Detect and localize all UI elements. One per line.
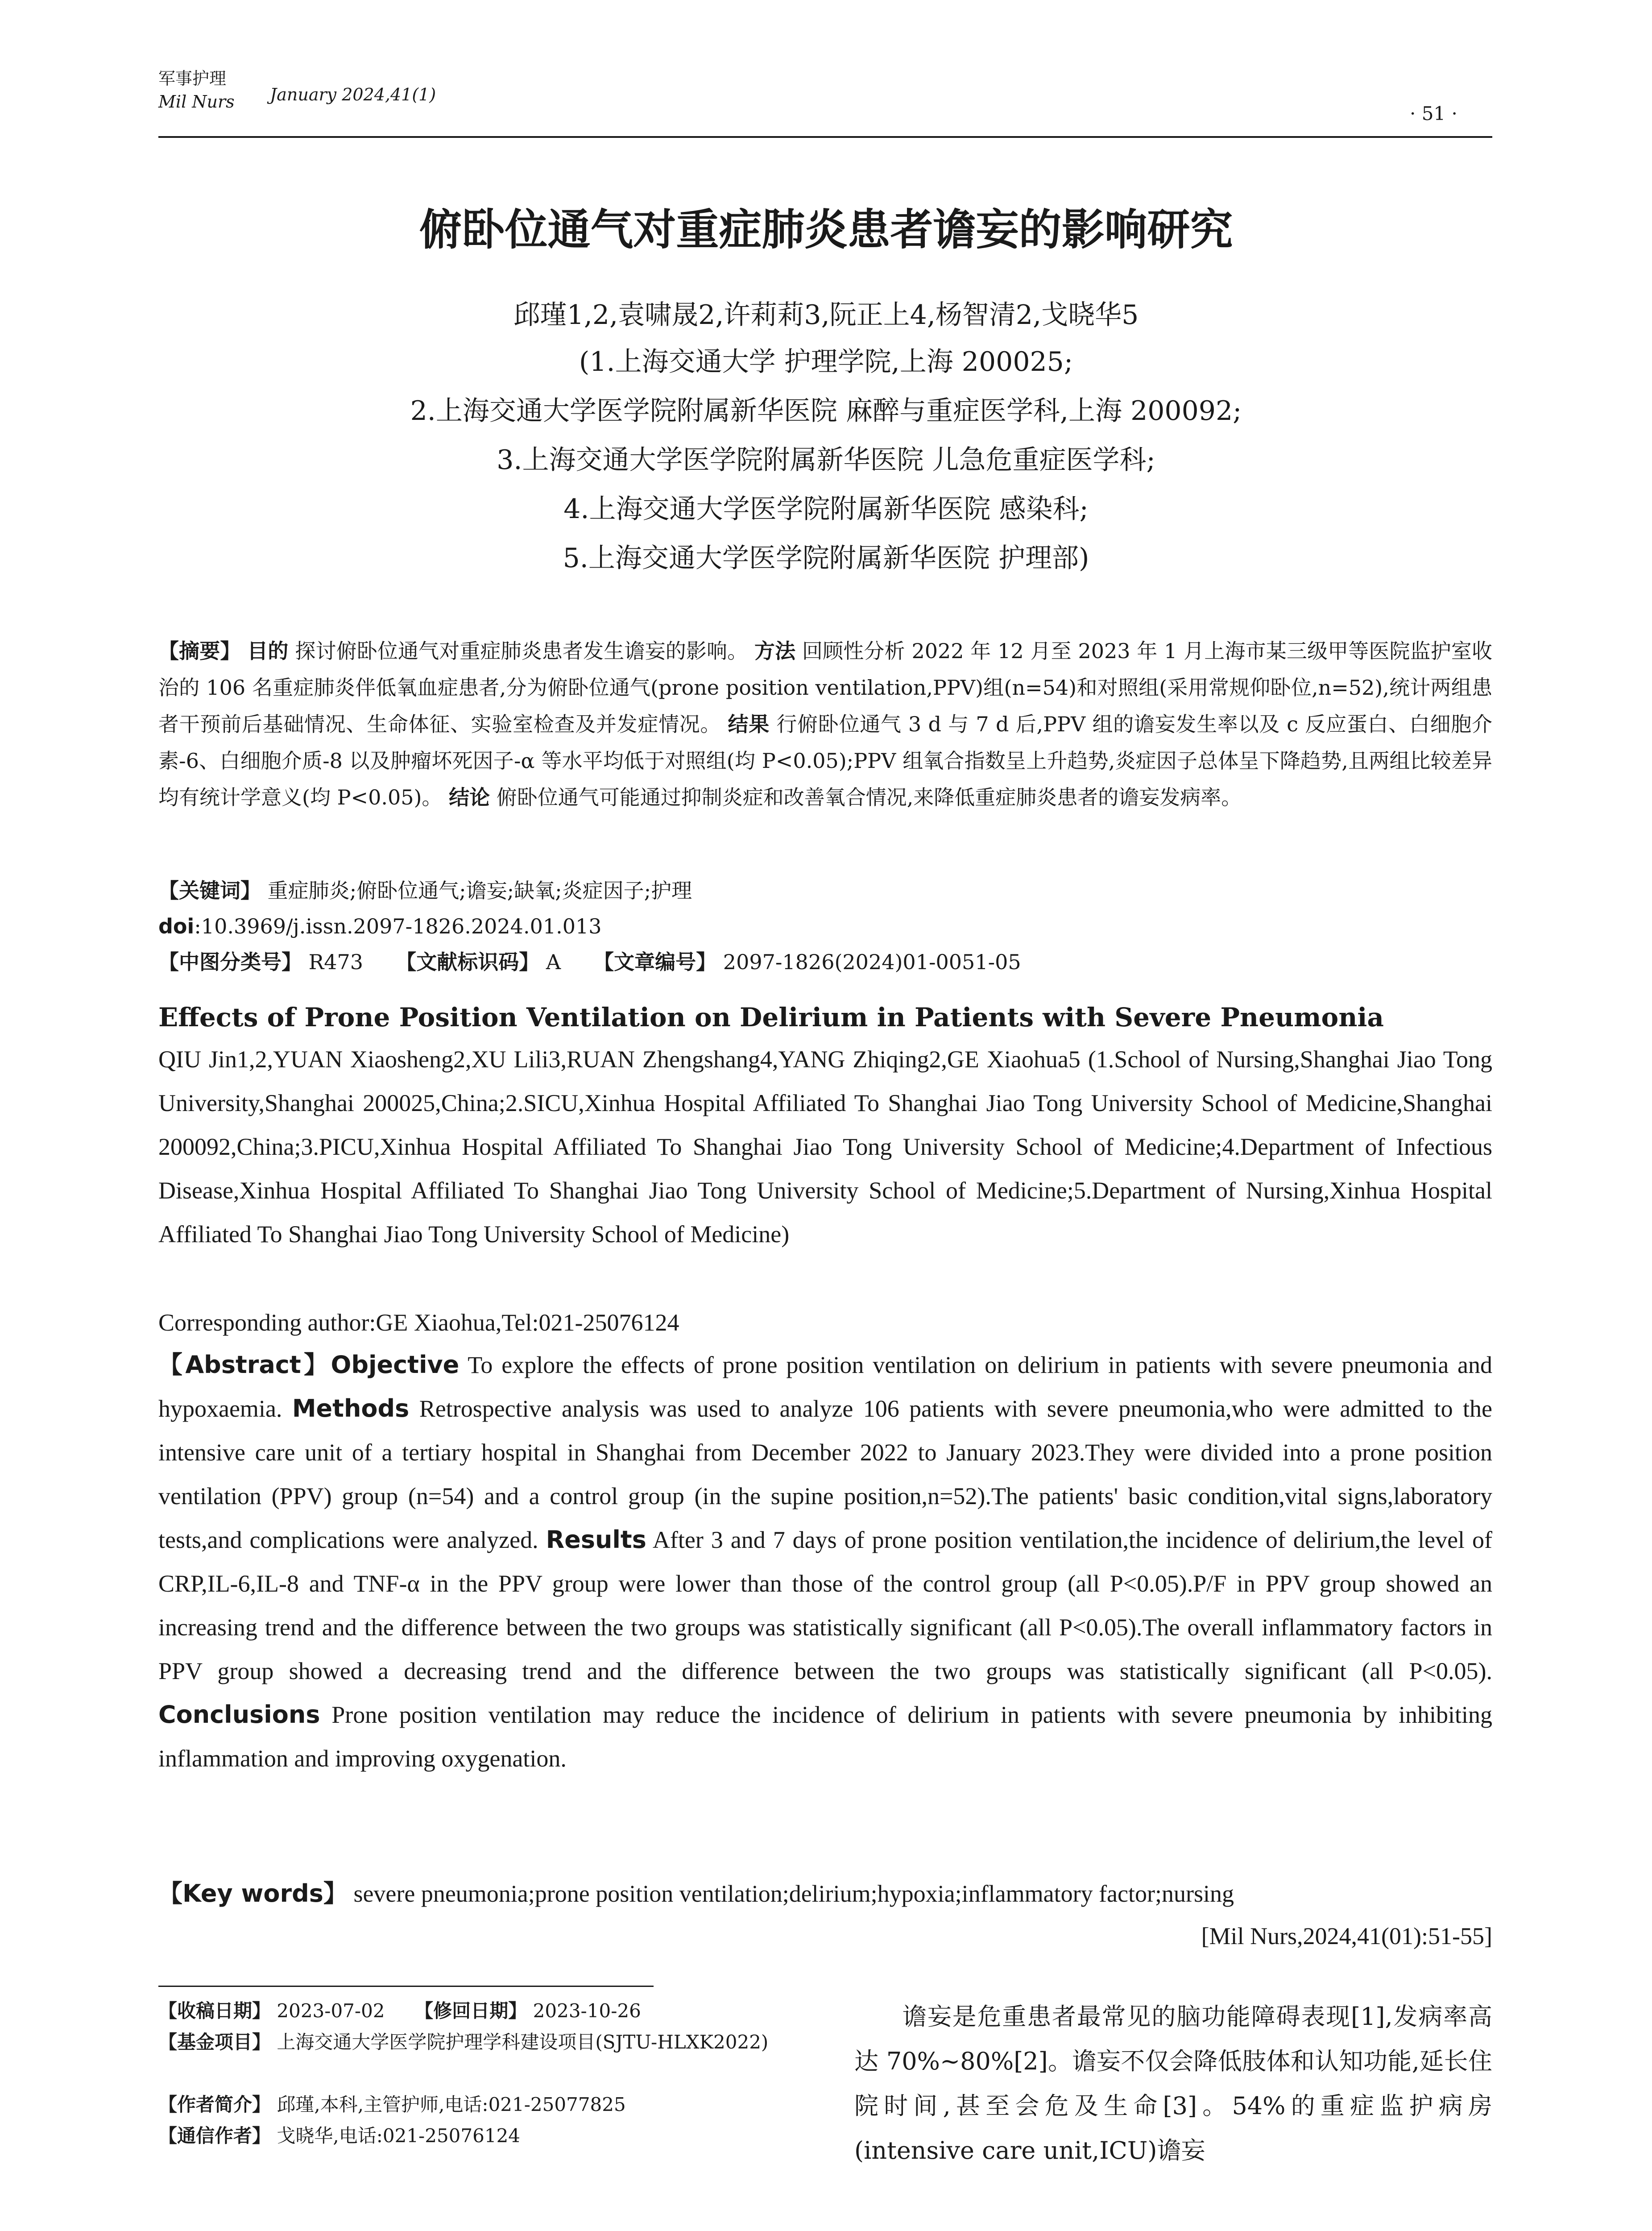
affiliation-line: 3.上海交通大学医学院附属新华医院 儿急危重症医学科; [497,444,1155,476]
doi-line [158,908,1492,945]
clc-label: 【中图分类号】 [158,950,302,974]
footnote-dates [158,1997,810,2025]
fund-text: 上海交通大学医学院护理学科建设项目(SJTU-HLXK2022) [277,2031,769,2053]
keywords-cn [158,872,1492,909]
author-info-text: 邱瑾,本科,主管护师,电话:021-25077825 [277,2094,626,2115]
methods-text: 回顾性分析 2022 年 12 月至 2023 年 1 月上海市某三级甲等医院监护室收治的 106 名重症肺炎伴低氧血症患者,分为俯卧位通气(prone position ventilation,PPV)组(n=54)和对照组(采用常规仰卧位,n=52),统计两组患者干预前后基础情况、生命体征、实验室检查及并发症情况。 [158,639,1493,736]
article-no-value: 2097-1826(2024)01-0051-05 [723,950,1021,974]
footnote-author [158,2090,810,2119]
received-label: 【收稿日期】 [158,2000,271,2022]
keywords-cn-text: 重症肺炎;俯卧位通气;谵妄;缺氧;炎症因子;护理 [267,879,692,903]
objective-text: 探讨俯卧位通气对重症肺炎患者发生谵妄的影响。 [295,639,748,663]
results-text: 行俯卧位通气 3 d 与 7 d 后,PPV 组的谵妄发生率以及 c 反应蛋白、白细胞介素-6、白细胞介质-8 以及肿瘤坏死因子-α 等水平均低于对照组(均 P<0.05);PPV 组氧合指数呈上升趋势,炎症因子总体呈下降趋势,且两组比较差异均有统计学意义(均 P<0.05)。 [158,712,1493,809]
abstract-en-label: 【Abstract】 [158,1351,331,1379]
paper-title: 俯卧位通气对重症肺炎患者谵妄的影响研究 [419,205,1233,255]
received-date: 2023-07-02 [277,2000,385,2022]
author-info-label: 【作者简介】 [158,2094,271,2115]
abstract-en [158,1343,1492,1780]
objective-en-label: Objective [331,1351,460,1379]
clc-value: R473 [308,950,364,974]
journal-issue: January 2024,41(1) [270,85,436,104]
journal-name-en: Mil Nurs [158,92,235,112]
authors-cn: 邱瑾1,2,袁啸晟2,许莉莉3,阮正上4,杨智清2,戈晓华5 [513,299,1139,331]
footnote-fund [158,2028,810,2057]
doi-label: doi [158,914,195,938]
header-rule [158,136,1492,138]
footnote-rule [158,1986,654,1987]
keywords-en [158,1872,1492,1916]
affiliation-line: (1.上海交通大学 护理学院,上海 200025; [579,346,1073,377]
methods-en-label: Methods [292,1394,410,1422]
doc-code-value: A [546,950,561,974]
revised-label: 【修回日期】 [414,2000,527,2022]
authors-en: QIU Jin1,2,YUAN Xiaosheng2,XU Lili3,RUAN Zhengshang4,YANG Zhiqing2,GE Xiaohua5 (1.School of Nursing,Shanghai Jiao Tong University,Shanghai 200025,China;2.SICU,Xinhua Hospital Affiliated To Shanghai Jiao Tong University School of Medicine,Shanghai 200092,China;3.PICU,Xinhua Hospital Affiliated To Shanghai Jiao Tong University School of Medicine;4.Department of Infectious Disease,Xinhua Hospital Affiliated To Shanghai Jiao Tong University School of Medicine;5.Department of Nursing,Xinhua Hospital Affiliated To Shanghai Jiao Tong University School of Medicine) [158,1046,1492,1248]
conclusion-label: 结论 [449,785,490,809]
doi-text: :10.3969/j.issn.2097-1826.2024.01.013 [194,914,602,938]
keywords-cn-label: 【关键词】 [158,879,261,903]
body-paragraph: 谵妄是危重患者最常见的脑功能障碍表现[1],发病率高达 70%~80%[2]。谵妄不仅会降低肢体和认知功能,延长住院时间,甚至会危及生命[3]。54%的重症监护病房(intensive care unit,ICU)谵妄 [854,2003,1492,2165]
fund-label: 【基金项目】 [158,2031,271,2053]
objective-en-text: To explore the effects of prone position ventilation on delirium in patients with severe pneumonia and hypoxaemia. [158,1352,1492,1422]
corresponding-label: 【通信作者】 [158,2125,271,2147]
results-en-text: After 3 and 7 days of prone position ventilation,the incidence of delirium,the level of CRP,IL-6,IL-8 and TNF-α in the PPV group were lower than those of the control group (all P<0.05).P/F in PPV group showed an increasing trend and the difference between the two groups was statistically significant (all P<0.05).The overall inflammatory factors in PPV group showed a decreasing trend and the difference between the two groups was statistically significant (all P<0.05). [158,1526,1493,1684]
abstract-cn [158,633,1492,816]
conclusions-en-label: Conclusions [158,1700,320,1729]
keywords-en-text: severe pneumonia;prone position ventilation;delirium;hypoxia;inflammatory factor;nursing [353,1880,1234,1907]
article-no-label: 【文章编号】 [593,950,717,974]
methods-en-text: Retrospective analysis was used to analyze 106 patients with severe pneumonia,who were admitted to the intensive care unit of a tertiary hospital in Shanghai from December 2022 to January 2023.They were divided into a prone position ventilation (PPV) group (n=54) and a control group (in the supine position,n=52).The patients' basic condition,vital signs,laboratory tests,and complications were analyzed. [158,1395,1493,1553]
english-title: Effects of Prone Position Ventilation on Delirium in Patients with Severe Pneumonia [158,1002,1384,1033]
affiliation-line: 5.上海交通大学医学院附属新华医院 护理部) [563,543,1089,574]
keywords-en-label: 【Key words】 [158,1879,348,1908]
page-number: · 51 · [1410,103,1457,124]
journal-header [158,67,235,113]
citation: [Mil Nurs,2024,41(01):51-55] [1201,1923,1492,1949]
doc-code-label: 【文献标识码】 [396,950,540,974]
affiliation-line: 2.上海交通大学医学院附属新华医院 麻醉与重症医学科,上海 200092; [410,395,1242,427]
conclusions-en-text: Prone position ventilation may reduce the incidence of delirium in patients with severe pneumonia by inhibiting inflammation and improving oxygenation. [158,1701,1492,1772]
affiliation-line: 4.上海交通大学医学院附属新华医院 感染科; [563,493,1089,525]
classification-line [158,944,1492,980]
corresponding-en: Corresponding author:GE Xiaohua,Tel:021-25076124 [158,1309,679,1336]
results-en-label: Results [546,1526,646,1554]
methods-label: 方法 [754,639,796,663]
footnote-corresponding [158,2122,810,2150]
corresponding-text: 戈晓华,电话:021-25076124 [277,2125,521,2147]
objective-label: 目的 [247,639,289,663]
journal-name-cn: 军事护理 [158,69,227,88]
revised-date: 2023-10-26 [533,2000,641,2022]
results-label: 结果 [728,712,770,736]
conclusion-text: 俯卧位通气可能通过抑制炎症和改善氧合情况,来降低重症肺炎患者的谵妄发病率。 [496,785,1242,809]
abstract-cn-label: 【摘要】 [158,639,241,663]
